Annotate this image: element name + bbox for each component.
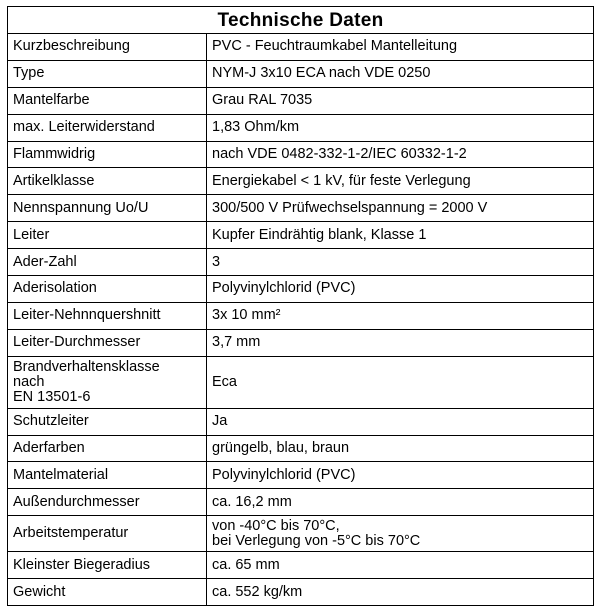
table-row: [8, 329, 594, 356]
row-label: Kurzbeschreibung: [8, 34, 207, 61]
row-value: Ja: [207, 408, 594, 435]
technical-data-sheet: [7, 6, 593, 606]
technical-data-table: [7, 6, 594, 606]
table-title: Technische Daten: [8, 7, 594, 34]
row-label: Schutzleiter: [8, 408, 207, 435]
table-row: [8, 141, 594, 168]
row-value: ca. 65 mm: [207, 552, 594, 579]
row-value: ca. 16,2 mm: [207, 489, 594, 516]
row-value: nach VDE 0482-332-1-2/IEC 60332-1-2: [207, 141, 594, 168]
row-value: 3,7 mm: [207, 329, 594, 356]
row-value: Polyvinylchlorid (PVC): [207, 276, 594, 303]
row-label: Gewicht: [8, 579, 207, 606]
row-label: Arbeitstemperatur: [8, 516, 207, 552]
table-row: [8, 489, 594, 516]
table-row: [8, 114, 594, 141]
table-row: [8, 87, 594, 114]
row-value: grüngelb, blau, braun: [207, 435, 594, 462]
table-row: [8, 195, 594, 222]
row-value: von -40°C bis 70°C, bei Verlegung von -5°C bis 70°C: [207, 516, 594, 552]
row-value: 300/500 V Prüfwechselspannung = 2000 V: [207, 195, 594, 222]
row-label: Mantelmaterial: [8, 462, 207, 489]
row-value: ca. 552 kg/km: [207, 579, 594, 606]
row-label: Kleinster Biegeradius: [8, 552, 207, 579]
row-label: Ader-Zahl: [8, 249, 207, 276]
row-label: Flammwidrig: [8, 141, 207, 168]
table-row: [8, 552, 594, 579]
row-label: Brandverhaltensklasse nach EN 13501-6: [8, 356, 207, 408]
row-label: Aderfarben: [8, 435, 207, 462]
row-value: 1,83 Ohm/km: [207, 114, 594, 141]
row-value: NYM-J 3x10 ECA nach VDE 0250: [207, 60, 594, 87]
row-label: Leiter-Durchmesser: [8, 329, 207, 356]
row-label: Type: [8, 60, 207, 87]
row-label: Aderisolation: [8, 276, 207, 303]
row-value: Grau RAL 7035: [207, 87, 594, 114]
row-value: 3: [207, 249, 594, 276]
row-label: Mantelfarbe: [8, 87, 207, 114]
row-label: Leiter: [8, 222, 207, 249]
table-row: [8, 168, 594, 195]
row-label: Außendurchmesser: [8, 489, 207, 516]
row-value: Eca: [207, 356, 594, 408]
table-row: [8, 408, 594, 435]
table-row: [8, 462, 594, 489]
table-row: [8, 249, 594, 276]
table-row: [8, 222, 594, 249]
row-value: Polyvinylchlorid (PVC): [207, 462, 594, 489]
row-label: Nennspannung Uo/U: [8, 195, 207, 222]
table-row: [8, 302, 594, 329]
row-label: Leiter-Nehnnquershnitt: [8, 302, 207, 329]
table-row: [8, 579, 594, 606]
row-label: Artikelklasse: [8, 168, 207, 195]
row-value: Energiekabel < 1 kV, für feste Verlegung: [207, 168, 594, 195]
table-row: [8, 356, 594, 408]
row-label: max. Leiterwiderstand: [8, 114, 207, 141]
row-value: Kupfer Eindrähtig blank, Klasse 1: [207, 222, 594, 249]
table-row: [8, 34, 594, 61]
table-row: [8, 276, 594, 303]
table-row: [8, 516, 594, 552]
row-value: PVC - Feuchtraumkabel Mantelleitung: [207, 34, 594, 61]
row-value: 3x 10 mm²: [207, 302, 594, 329]
table-row: [8, 60, 594, 87]
table-row: [8, 435, 594, 462]
